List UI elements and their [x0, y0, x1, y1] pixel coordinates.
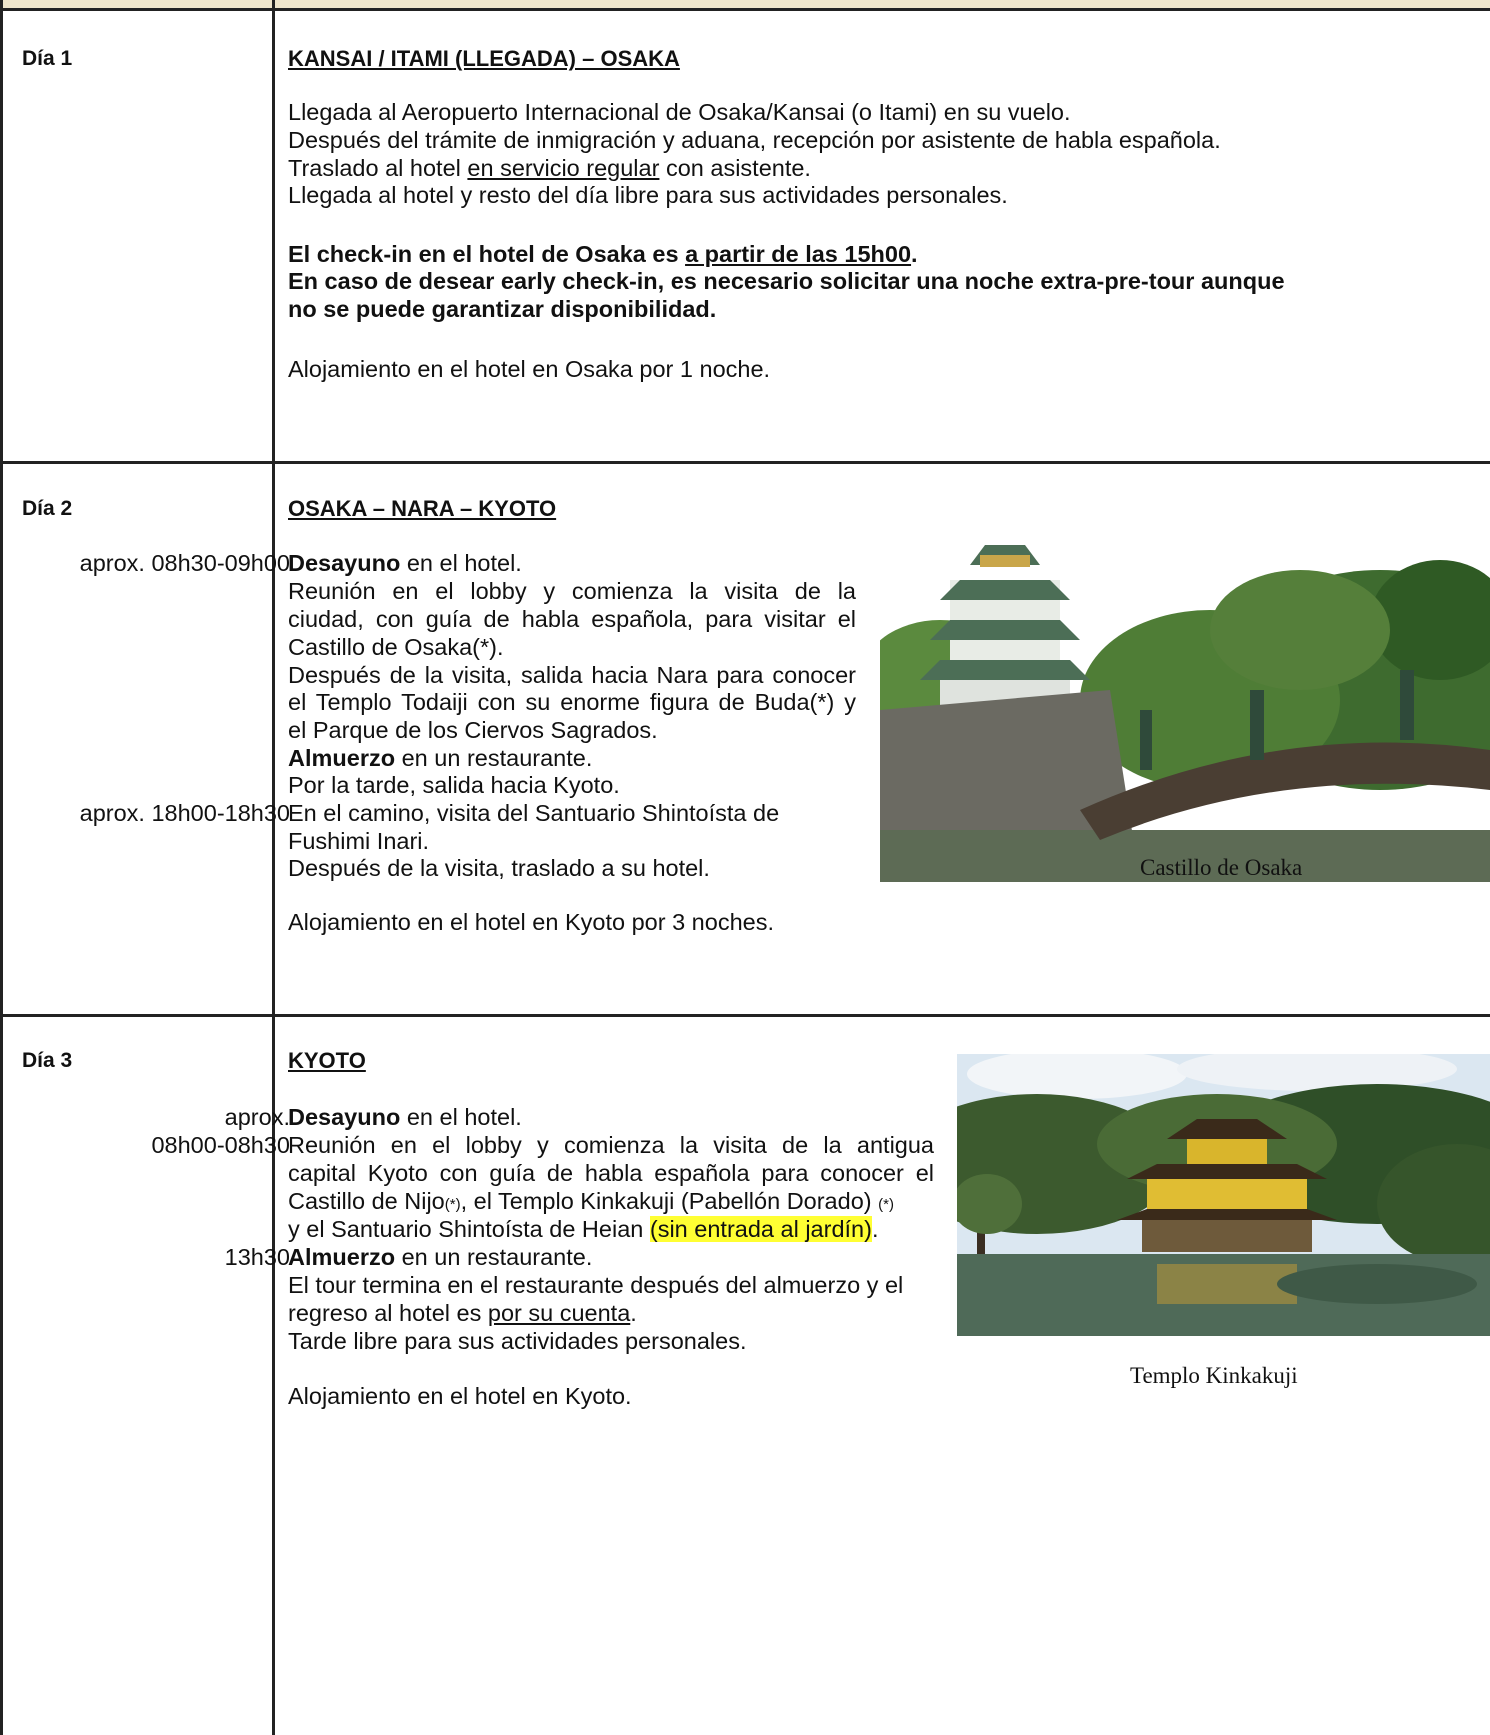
day-label: Día 3 — [22, 1049, 73, 1072]
lodging-line: Alojamiento en el hotel en Kyoto por 3 noches. — [288, 909, 774, 935]
asterisk-mark: (*) — [878, 1196, 894, 1213]
breakfast-text: en el hotel. — [400, 1104, 522, 1130]
lunch-text: en un restaurante. — [395, 745, 593, 771]
day-title: KANSAI / ITAMI (LLEGADA) – OSAKA — [288, 46, 680, 71]
breakfast-line — [288, 550, 522, 576]
day-label: Día 2 — [22, 497, 73, 520]
return-underlined: por su cuenta — [487, 1300, 631, 1326]
paragraph-line: el Parque de los Ciervos Sagrados. — [288, 717, 658, 743]
paragraph-line: Fushimi Inari. — [288, 828, 430, 854]
asterisk-mark: (*) — [444, 1196, 461, 1213]
lunch-bold: Almuerzo — [288, 1244, 396, 1270]
table-left-border — [0, 0, 3, 1735]
heian-line — [288, 1216, 878, 1242]
lodging-line: Alojamiento en el hotel en Osaka por 1 noche. — [288, 356, 771, 382]
paragraph-line: Después del trámite de inmigración y aduana, recepción por asistente de habla española. — [288, 127, 1221, 153]
paragraph-line: Castillo de Osaka(*). — [288, 634, 504, 660]
paragraph-line: Llegada al Aeropuerto Internacional de Osaka/Kansai (o Itami) en su vuelo. — [288, 99, 1071, 125]
lunch-bold: Almuerzo — [288, 745, 396, 771]
paragraph-line: el Templo Todaiji con su enorme figura de Buda(*) y — [288, 689, 856, 715]
return-text: regreso al hotel es — [288, 1300, 488, 1326]
day-title: OSAKA – NARA – KYOTO — [288, 496, 557, 521]
paragraph-line: El tour termina en el restaurante después del almuerzo y el — [288, 1272, 904, 1298]
column-divider — [272, 0, 275, 1735]
breakfast-text: en el hotel. — [400, 550, 522, 576]
early-checkin-line: En caso de desear early check-in, es necesario solicitar una noche extra-pre-tour aunque — [288, 268, 1285, 294]
nijo-text: , el Templo Kinkakuji (Pabellón Dorado) — [460, 1188, 879, 1214]
header-bar — [0, 0, 1490, 11]
checkin-time: a partir de las 15h00 — [685, 241, 912, 267]
time-label: aprox. — [224, 1104, 290, 1130]
time-label: aprox. 18h00-18h30 — [79, 800, 290, 826]
nijo-line — [288, 1188, 894, 1218]
kinkakuji-photo — [957, 1054, 1490, 1336]
transfer-text: con asistente. — [659, 155, 811, 181]
osaka-castle-illustration — [880, 530, 1490, 882]
lunch-line — [288, 1244, 592, 1270]
paragraph-line: Después de la visita, traslado a su hotel. — [288, 855, 710, 881]
early-checkin-line: no se puede garantizar disponibilidad. — [288, 296, 717, 322]
paragraph-line: En el camino, visita del Santuario Shintoísta de — [288, 800, 780, 826]
osaka-castle-photo — [880, 530, 1490, 882]
time-label: 08h00-08h30 — [151, 1132, 290, 1158]
transfer-underlined: en servicio regular — [467, 155, 660, 181]
paragraph-line: Tarde libre para sus actividades personales. — [288, 1328, 747, 1354]
return-text: . — [630, 1300, 637, 1326]
breakfast-bold: Desayuno — [288, 550, 401, 576]
paragraph-line: Llegada al hotel y resto del día libre para sus actividades personales. — [288, 182, 1008, 208]
highlight-text: (sin entrada al jardín) — [649, 1216, 872, 1242]
lunch-line — [288, 745, 592, 771]
paragraph-line: Reunión en el lobby y comienza la visita de la antigua — [288, 1132, 934, 1158]
paragraph-line: capital Kyoto con guía de habla española para conocer el — [288, 1160, 934, 1186]
heian-text: . — [871, 1216, 879, 1242]
day-title: KYOTO — [288, 1048, 366, 1073]
photo-caption: Castillo de Osaka — [1140, 855, 1303, 880]
heian-text: y el Santuario Shintoísta de Heian — [288, 1216, 650, 1242]
row-divider — [0, 1014, 1490, 1017]
transfer-line — [288, 155, 811, 181]
paragraph-line: ciudad, con guía de habla española, para visitar el — [288, 606, 856, 632]
row-divider — [0, 461, 1490, 464]
paragraph-line: Después de la visita, salida hacia Nara para conocer — [288, 662, 856, 688]
paragraph-line: Por la tarde, salida hacia Kyoto. — [288, 772, 620, 798]
time-label: aprox. 08h30-09h00 — [79, 550, 290, 576]
breakfast-line — [288, 1104, 522, 1130]
lodging-line: Alojamiento en el hotel en Kyoto. — [288, 1383, 632, 1409]
return-line — [288, 1300, 637, 1326]
nijo-text: Castillo de Nijo — [288, 1188, 445, 1214]
kinkakuji-illustration — [957, 1054, 1490, 1336]
paragraph-line: Reunión en el lobby y comienza la visita de la — [288, 578, 856, 604]
breakfast-bold: Desayuno — [288, 1104, 401, 1130]
photo-caption: Templo Kinkakuji — [1130, 1363, 1298, 1388]
time-label: 13h30 — [224, 1244, 290, 1270]
checkin-line — [288, 241, 918, 267]
checkin-text: . — [911, 241, 918, 267]
lunch-text: en un restaurante. — [395, 1244, 593, 1270]
transfer-text: Traslado al hotel — [288, 155, 468, 181]
day-label: Día 1 — [22, 47, 73, 70]
checkin-text: El check-in en el hotel de Osaka es — [288, 241, 686, 267]
